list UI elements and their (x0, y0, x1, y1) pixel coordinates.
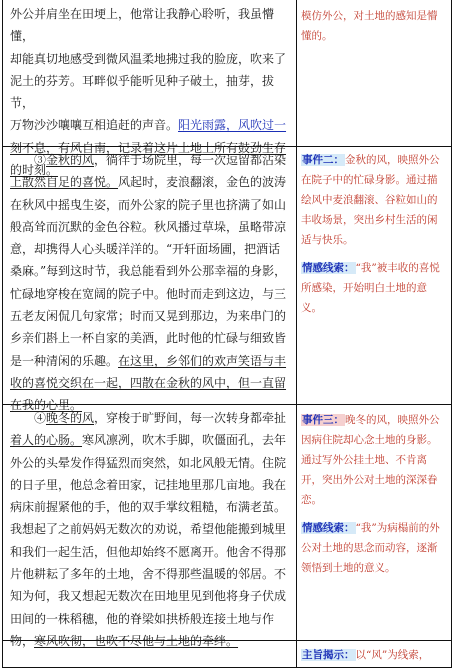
annotation-cell-3 (301, 410, 447, 578)
column-divider (296, 0, 297, 668)
passage-line: 外公并肩坐在田埂上，他常让我静心聆听，我虽懵懂， (10, 7, 275, 44)
annotation-event: 事件三：晚冬的风，映照外公因病住院却心念土地的身影。通过写外公挂土地、不肯离开，突出外公对土地的深深眷恋。 (301, 414, 440, 506)
passage-cell-3 (10, 407, 292, 652)
underlined-phrase: 金秋的风 (46, 153, 95, 167)
underlined-phrase: 在这里，乡邻们的欢声笑语与丰收的喜悦交织在一起，四散在金秋的风中，但一直留在我的心里。 (10, 353, 287, 413)
passage-line: 却能真切地感受到微风温柔地拂过我的脸庞，吹来了 (10, 51, 287, 66)
theme-label: 主旨揭示： (302, 649, 355, 661)
passage-line: 泥土的芬芳。耳畔似乎能听见种子破土，抽芽，拔节， (10, 73, 275, 111)
emotion-label: 情感线索： (302, 522, 355, 534)
underlined-line: 刻不息，有风自南，记录着这片土地上所有鼓劲生存 (10, 140, 287, 155)
paragraph-3: ③金秋的风，徜徉于场院里，每一次逗留都沾染上散然自足的喜悦。风起时，麦浪翻滚，金色的波涛在秋风中摇曳生姿，而外公家的院子里也挤满了如山般高耸而沉默的金色谷粒。秋风播过草垛，虽略带凉意，却携得人心头暖洋洋的。“开轩面场圃，把酒话桑麻。”每到这时节，我总能看到外公那幸福的身影，忙碌地穿梭在宽阔的院子中。他时而走到这边，与三五老友闲侃几句家常；时而又晃到那边，为来串门的乡亲们斟上一杯自家的美酒，此时他的忙碌与细致皆是一种清闲的乐趣。在这里，乡邻们的欢声笑语与丰收的喜悦交织在一起，四散在金秋的风中，但一直留在我的心里。 (10, 153, 287, 413)
annotation-emotion: 情感线索：“我”为病榻前的外公对土地的思念而动容，逐渐领悟到土地的意义。 (301, 522, 440, 574)
underlined-phrase: 着人的心肠。 (10, 433, 83, 448)
emotion-label: 情感线索： (302, 262, 355, 274)
annotation-cell-2 (301, 150, 447, 318)
annotation-cell-4 (301, 645, 447, 665)
annotation-event: 事件二：金秋的风，映照外公在院子中的忙碌身影。通过描绘风中麦浪翻滚、谷粒如山的丰收场景，突出乡村生活的闲适与快乐。 (301, 154, 440, 246)
event-label: 事件三： (302, 414, 344, 426)
annotation-emotion: 情感线索：“我”被丰收的喜悦所感染，开始明白土地的意义。 (301, 262, 440, 314)
annotation-theme: 主旨揭示：以“风”为线索， (302, 649, 430, 661)
underlined-line: 的时刻。 (10, 163, 59, 178)
underlined-phrase: 阳光雨露，风吹过一 (178, 118, 287, 133)
annotation-text: 模仿外公，对土地的感知是懵懂的。 (301, 10, 438, 42)
passage-line: 万物沙沙嚷嚷互相追赶的声音。阳光雨露，风吹过一 (10, 118, 287, 133)
paragraph-4: ④晚冬的风，穿梭于旷野间，每一次转身都牵扯着人的心肠。寒风凛冽，吹木手脚，吹僵面孔，去年外公的头晕发作得猛烈而突然，如北风般无情。住院的日子里，他总念着田家，记挂地里那几亩地。我在病床前握紧他的手，他的双手掌纹粗糙，布满老茧。我想起了之前妈妈无数次的劝说，希望他能搬到城里和我们一起生活，但他却始终不愿离开。他舍不得那片他耕耘了多年的土地，舍不得那些温暖的邻居。不知为何，我又想起无数次在田地里见到他将身子伏成田间的一株稻穗，他的脊梁如拱桥般连接土地与作物，寒风吹彻，也吹不尽他与土地的牵绊。 (10, 411, 287, 648)
event-label: 事件二： (302, 154, 344, 166)
underlined-phrase: 晚冬的风 (46, 411, 95, 425)
underlined-phrase: 寒风吹彻，也吹不尽他与土地的牵绊。 (34, 633, 239, 648)
annotation-cell-1 (301, 6, 447, 46)
underlined-phrase: 上散然自足的喜悦。 (10, 175, 119, 190)
passage-cell-2 (10, 149, 292, 417)
